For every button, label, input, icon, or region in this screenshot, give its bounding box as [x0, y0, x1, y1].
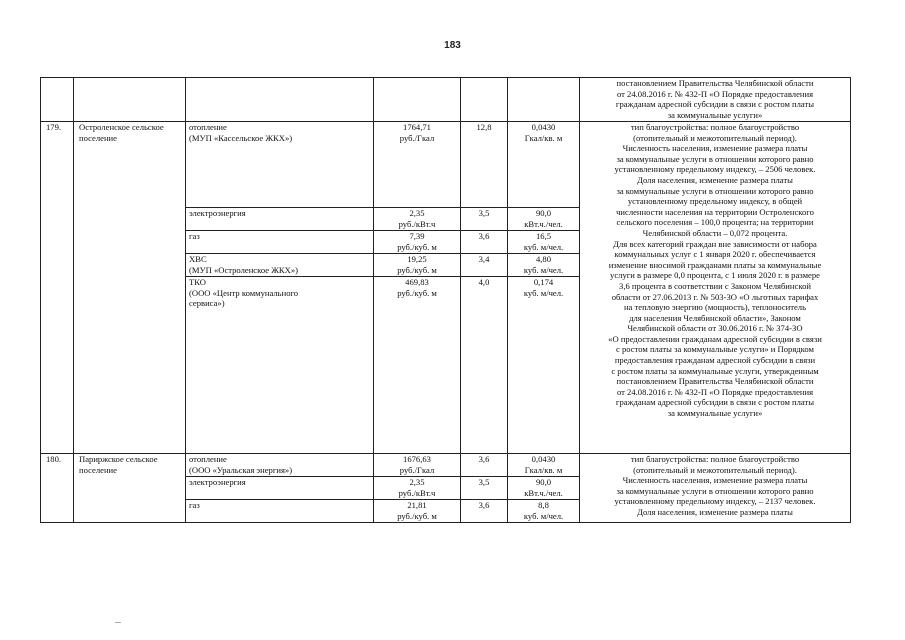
- norm-unit: куб. м/чел.: [523, 510, 564, 521]
- service-name: отопление: [189, 454, 227, 464]
- index-value: 4,0: [461, 277, 508, 454]
- tariff-value: 21,81: [407, 500, 427, 510]
- tariff-cell: [374, 277, 461, 454]
- table-row: [41, 454, 851, 477]
- settlement-name: Остроленское сельское поселение: [74, 122, 186, 454]
- norm-unit: кВт.ч./чел.: [524, 218, 563, 229]
- tariff-cell: [374, 122, 461, 208]
- tariff-cell: [374, 208, 461, 231]
- index-value: 3,5: [461, 477, 508, 500]
- norm-cell: [508, 208, 580, 231]
- norm-value: 4,80: [535, 254, 552, 264]
- norm-unit: Гкал/кв. м: [524, 464, 563, 475]
- tariff-unit: руб./Гкал: [399, 132, 435, 143]
- tariff-cell: [374, 254, 461, 277]
- norm-unit: кВт.ч./чел.: [524, 487, 563, 498]
- service-provider: (ООО «Центр коммунального сервиса»): [189, 287, 299, 309]
- service-name: отопление: [189, 122, 227, 132]
- norm-cell: [508, 477, 580, 500]
- norm-value: 16,5: [535, 231, 552, 241]
- tariff-unit: руб./куб. м: [397, 287, 437, 298]
- table-row: [41, 122, 851, 208]
- row-number: 179.: [41, 122, 74, 454]
- tariff-value: 1764,71: [403, 122, 431, 132]
- tariff-cell: [374, 231, 461, 254]
- norm-value: 90,0: [535, 208, 552, 218]
- cell-empty: [74, 78, 186, 122]
- service-name: ТКО: [189, 277, 206, 287]
- index-value: 3,6: [461, 500, 508, 523]
- service-cell: [186, 500, 374, 523]
- index-value: 3,5: [461, 208, 508, 231]
- row-number: 180.: [41, 454, 74, 523]
- service-provider: (МУП «Кассельское ЖКХ»): [189, 132, 293, 143]
- norm-cell: [508, 454, 580, 477]
- norm-value: 0,0430: [531, 454, 556, 464]
- tariff-unit: руб./куб. м: [397, 264, 437, 275]
- norm-cell: [508, 254, 580, 277]
- norm-value: 90,0: [535, 477, 552, 487]
- norm-value: 8,8: [538, 500, 549, 510]
- norm-cell: [508, 500, 580, 523]
- service-cell: [186, 122, 374, 208]
- page-number: 183: [444, 40, 461, 51]
- index-value: 3,6: [461, 454, 508, 477]
- norm-value: 0,0430: [531, 122, 556, 132]
- tariff-value: 1676,63: [403, 454, 431, 464]
- tariff-value: 469,83: [405, 277, 429, 287]
- index-value: 3,4: [461, 254, 508, 277]
- tariff-unit: руб./кВт.ч: [398, 487, 436, 498]
- service-cell: [186, 477, 374, 500]
- tariff-unit: руб./куб. м: [397, 241, 437, 252]
- service-name: электроэнергия: [189, 208, 246, 218]
- entry-note: тип благоустройства: полное благоустройство (отопительный и межотопительный период). Численность населения, изменение размера платы за коммунальные услуги в отношении которого равно установленному предельному индексу, – 2506 человек. Доля населения, изменение размера платы за коммунальные услуги в отношении которого равно установленному предельному индексу, в общей численности населения на территории Остроленского сельского поселения – 100,0 процента; на территории Челябинской области – 0,072 процента. Для всех категорий граждан вне зависимости от набора коммунальных услуг с 1 января 2020 г. обеспечивается изменение вносимой гражданами платы за коммунальные услуги в размере 0,0 процента, с 1 июля 2020 г. в размере 3,6 процента в соответствии с Законом Челябинской области от 27.06.2013 г. № 503-ЗО «О льготных тарифах на тепловую энергию (мощность), теплоноситель для населения Челябинской области», Законом Челябинской области от 30.06.2016 г. № 374-ЗО «О предоставлении гражданам адресной субсидии в связи с ростом платы за коммунальные услуги» и Порядком предоставления гражданам адресной субсидии в связи с ростом платы за коммунальные услуги, утвержденным постановлением Правительства Челябинской области от 24.08.2016 г. № 432-П «О Порядке предоставления гражданам адресной субсидии в связи с ростом платы за коммунальные услуги»: [580, 122, 851, 454]
- tariff-value: 7,39: [409, 231, 425, 241]
- cell-empty: [461, 78, 508, 122]
- tariff-cell: [374, 477, 461, 500]
- service-name: ХВС: [189, 254, 207, 264]
- service-cell: [186, 277, 374, 454]
- norm-cell: [508, 231, 580, 254]
- service-name: газ: [189, 231, 200, 241]
- continuation-row: [41, 78, 851, 122]
- tariff-unit: руб./Гкал: [399, 464, 435, 475]
- service-cell: [186, 254, 374, 277]
- scan-mark: [115, 622, 121, 623]
- tariff-cell: [374, 454, 461, 477]
- tariff-value: 2,35: [409, 477, 425, 487]
- tariff-value: 19,25: [407, 254, 427, 264]
- tariff-table: [40, 77, 851, 523]
- cell-empty: [186, 78, 374, 122]
- tariff-cell: [374, 500, 461, 523]
- norm-unit: куб. м/чел.: [523, 241, 564, 252]
- tariff-unit: руб./куб. м: [397, 510, 437, 521]
- entry-note: тип благоустройства: полное благоустройство (отопительный и межотопительный период). Численность населения, изменение размера платы за коммунальные услуги в отношении которого равно установленному предельному индексу, – 2137 человек. Доля населения, изменение размера платы: [580, 454, 851, 523]
- service-cell: [186, 208, 374, 231]
- service-name: газ: [189, 500, 200, 510]
- norm-cell: [508, 122, 580, 208]
- tariff-value: 2,35: [409, 208, 425, 218]
- cell-empty: [508, 78, 580, 122]
- norm-unit: Гкал/кв. м: [524, 132, 563, 143]
- service-provider: (ООО «Уральская энергия»): [189, 464, 293, 475]
- norm-value: 0,174: [533, 277, 554, 287]
- index-value: 3,6: [461, 231, 508, 254]
- norm-cell: [508, 277, 580, 454]
- norm-unit: куб. м/чел.: [523, 264, 564, 275]
- service-name: электроэнергия: [189, 477, 246, 487]
- service-cell: [186, 454, 374, 477]
- settlement-name: Париржское сельское поселение: [74, 454, 186, 523]
- cell-empty: [374, 78, 461, 122]
- tariff-unit: руб./кВт.ч: [398, 218, 436, 229]
- service-provider: (МУП «Остроленское ЖКХ»): [189, 264, 299, 275]
- norm-unit: куб. м/чел.: [523, 287, 564, 298]
- cell-empty: [41, 78, 74, 122]
- continuation-note: постановлением Правительства Челябинской области от 24.08.2016 г. № 432-П «О Порядке предоставления гражданам адресной субсидии в связи с ростом платы за коммунальные услуги»: [580, 78, 851, 122]
- service-cell: [186, 231, 374, 254]
- index-value: 12,8: [461, 122, 508, 208]
